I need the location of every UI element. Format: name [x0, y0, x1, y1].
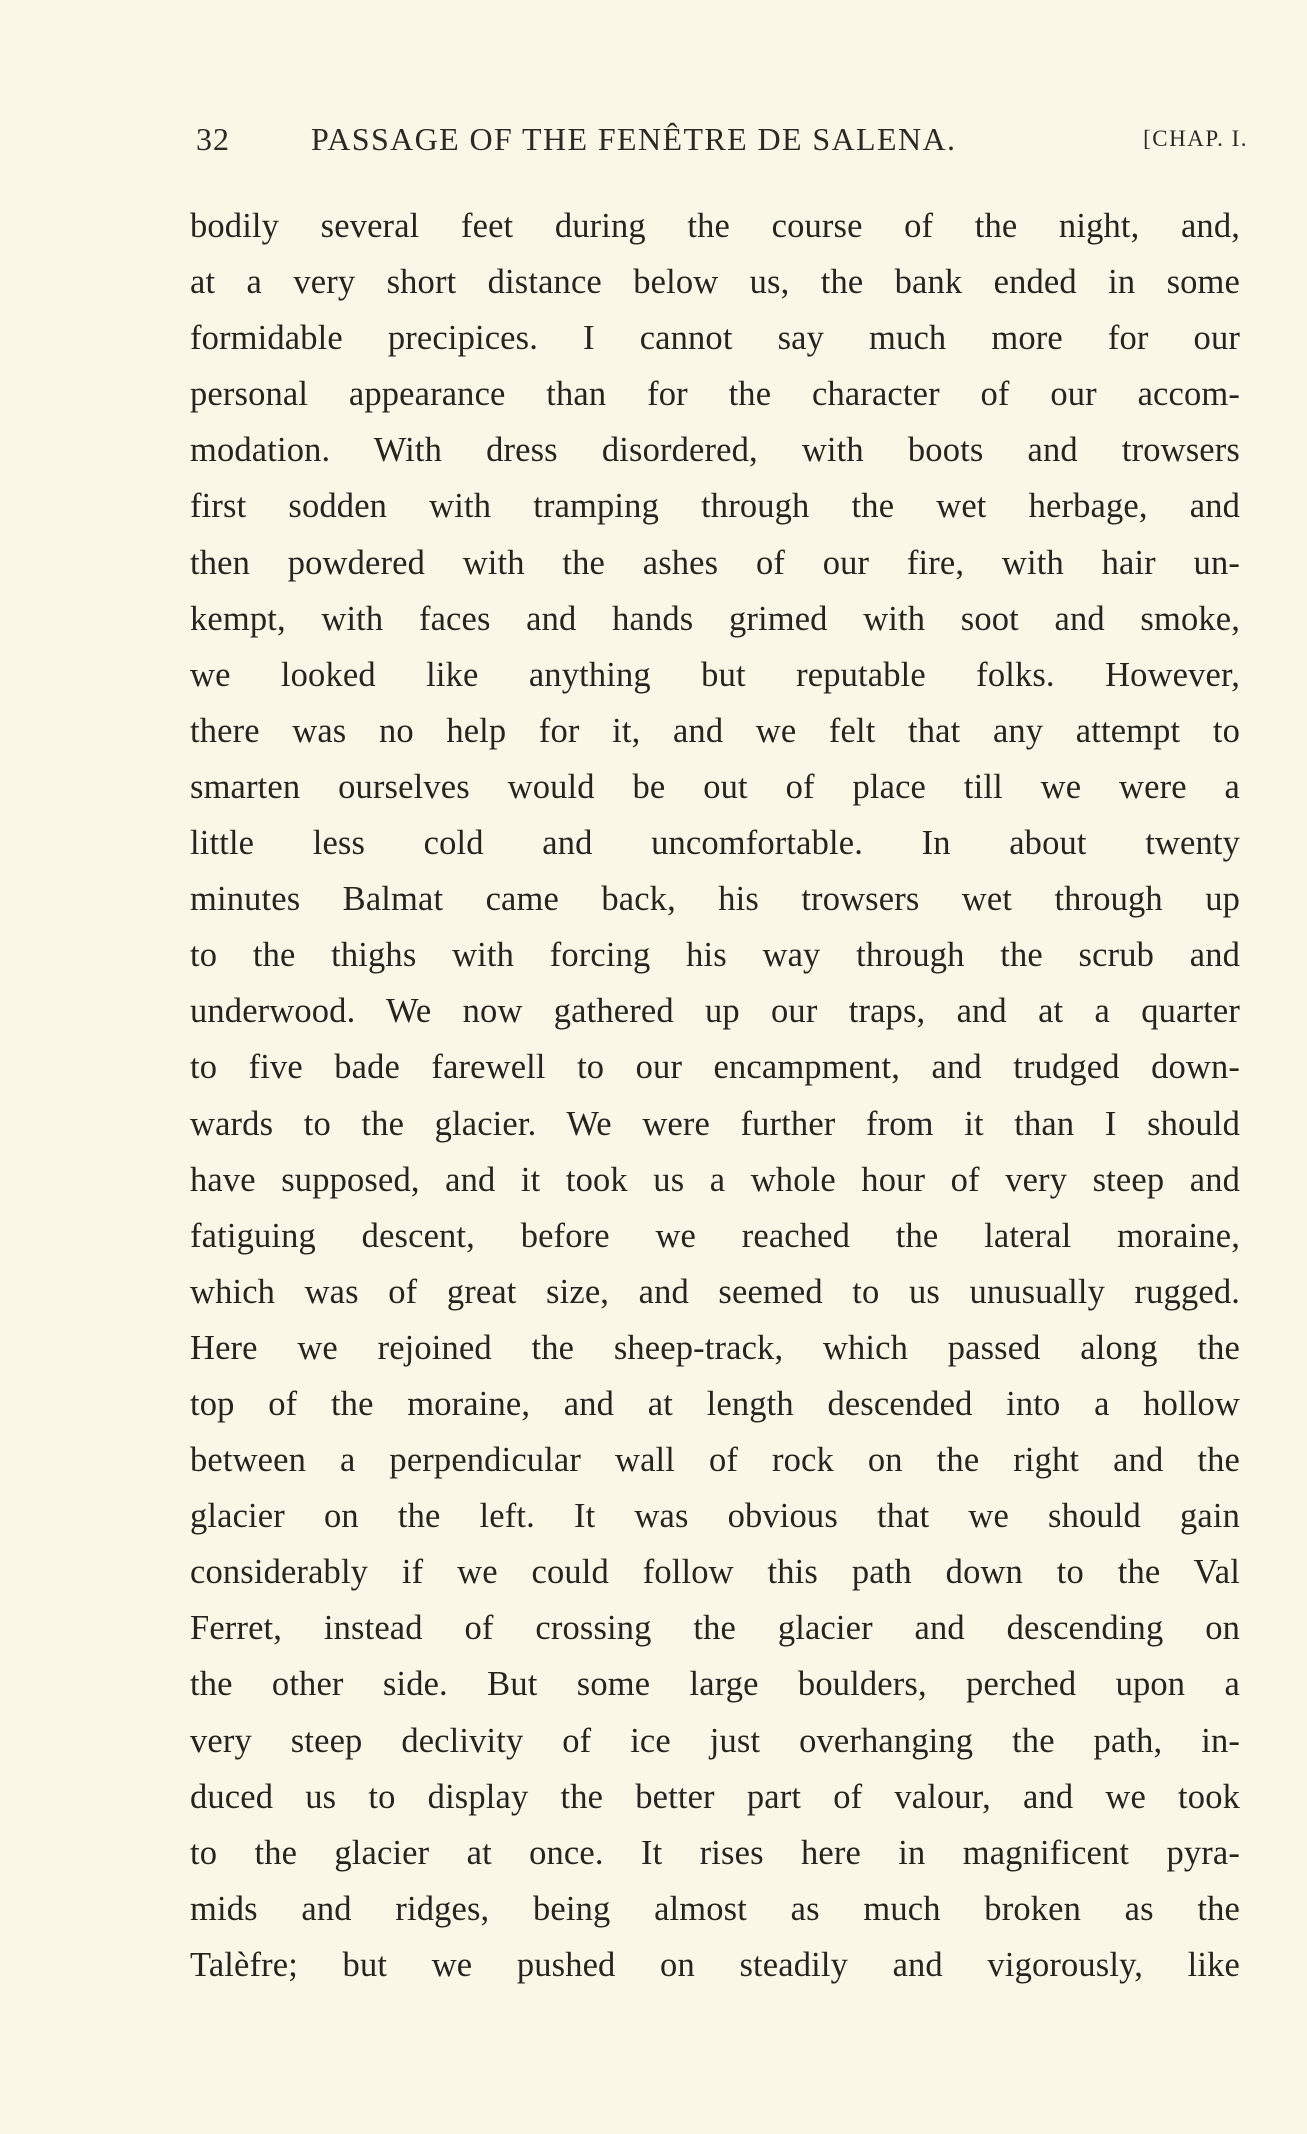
text-line: modation. With dress disordered, with boots and trowsers — [190, 431, 1240, 470]
text-line: we looked like anything but reputable folks. However, — [190, 655, 1240, 694]
text-line: smarten ourselves would be out of place till we were a — [190, 767, 1240, 806]
text-line: at a very short distance below us, the bank ended in some — [190, 263, 1240, 302]
chapter-title: PASSAGE OF THE FENÊTRE DE SALENA. — [311, 121, 957, 157]
text-line: formidable precipices. I cannot say much more for our — [190, 319, 1240, 358]
text-line: underwood. We now gathered up our traps, and at a quarter — [190, 992, 1240, 1031]
text-line: the other side. But some large boulders, perched upon a — [190, 1665, 1240, 1704]
text-line: top of the moraine, and at length descended into a hollow — [190, 1384, 1240, 1423]
text-line: bodily several feet during the course of the night, and, — [190, 207, 1240, 245]
text-line: Ferret, instead of crossing the glacier and descending on — [190, 1609, 1240, 1648]
text-line: considerably if we could follow this path down to the Val — [190, 1553, 1240, 1592]
text-line: then powdered with the ashes of our fire, with hair un- — [190, 543, 1240, 582]
text-line: have supposed, and it took us a whole hour of very steep and — [190, 1160, 1240, 1199]
text-line: wards to the glacier. We were further from it than I should — [190, 1104, 1240, 1143]
chapter-marker: [CHAP. I. — [1143, 126, 1248, 151]
text-line: personal appearance than for the character of our accom- — [190, 375, 1240, 414]
text-line: glacier on the left. It was obvious that we should gain — [190, 1497, 1240, 1536]
body-text — [190, 198, 1240, 1993]
text-line: to five bade farewell to our encampment, and trudged down- — [190, 1048, 1240, 1087]
text-line: to the glacier at once. It rises here in magnificent pyra- — [190, 1833, 1240, 1872]
text-line: duced us to display the better part of valour, and we took — [190, 1777, 1240, 1816]
text-line: mids and ridges, being almost as much broken as the — [190, 1889, 1240, 1928]
text-line: there was no help for it, and we felt that any attempt to — [190, 711, 1240, 750]
text-line: which was of great size, and seemed to us unusually rugged. — [190, 1272, 1240, 1311]
text-line: fatiguing descent, before we reached the lateral moraine, — [190, 1216, 1240, 1255]
page-number: 32 — [196, 121, 230, 157]
text-line: very steep declivity of ice just overhanging the path, in- — [190, 1721, 1240, 1760]
text-line: first sodden with tramping through the wet herbage, and — [190, 487, 1240, 526]
text-line: to the thighs with forcing his way through the scrub and — [190, 936, 1240, 975]
text-line: Talèfre; but we pushed on steadily and vigorously, like — [190, 1945, 1240, 1984]
text-line: little less cold and uncomfortable. In about twenty — [190, 824, 1240, 863]
text-line: Here we rejoined the sheep-track, which passed along the — [190, 1328, 1240, 1367]
text-line: minutes Balmat came back, his trowsers wet through up — [190, 880, 1240, 919]
text-line: between a perpendicular wall of rock on the right and the — [190, 1441, 1240, 1480]
running-header — [196, 118, 1248, 160]
text-line: kempt, with faces and hands grimed with soot and smoke, — [190, 599, 1240, 638]
